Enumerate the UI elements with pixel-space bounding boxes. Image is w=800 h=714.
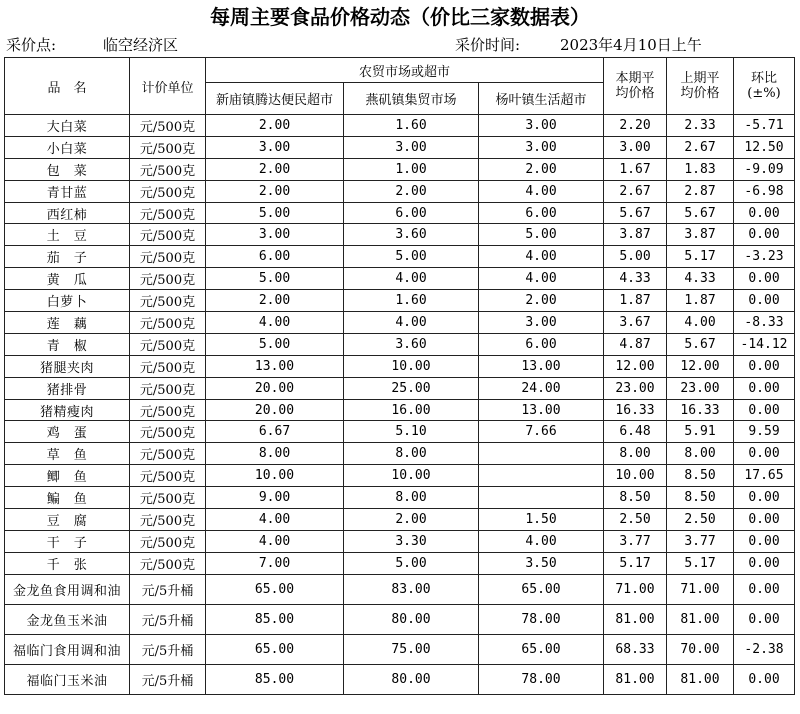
cell-current-avg: 10.00: [604, 465, 667, 487]
cell-name: 金龙鱼玉米油: [5, 604, 130, 634]
cell-market3-price: 4.00: [479, 246, 604, 268]
cell-market1-price: 6.00: [206, 246, 344, 268]
cell-market1-price: 85.00: [206, 604, 344, 634]
cell-current-avg: 68.33: [604, 635, 667, 665]
cell-name: 鲫 鱼: [5, 465, 130, 487]
header-unit: 计价单位: [130, 58, 206, 115]
cell-market2-price: 3.60: [344, 333, 479, 355]
cell-name: 干 子: [5, 530, 130, 552]
table-row: [5, 312, 795, 334]
cell-name: 豆 腐: [5, 509, 130, 531]
cell-market3-price: 5.00: [479, 224, 604, 246]
cell-current-avg: 5.17: [604, 552, 667, 574]
cell-previous-avg: 1.87: [667, 290, 734, 312]
cell-market3-price: [479, 443, 604, 465]
cell-name: 包 菜: [5, 158, 130, 180]
cell-name: 青甘蓝: [5, 180, 130, 202]
cell-unit: 元/500克: [130, 509, 206, 531]
cell-current-avg: 2.50: [604, 509, 667, 531]
cell-market3-price: 1.50: [479, 509, 604, 531]
cell-unit: 元/500克: [130, 224, 206, 246]
cell-current-avg: 2.67: [604, 180, 667, 202]
cell-market3-price: 2.00: [479, 290, 604, 312]
cell-market1-price: 3.00: [206, 136, 344, 158]
table-row: [5, 377, 795, 399]
cell-change-pct: 0.00: [734, 530, 795, 552]
cell-current-avg: 4.33: [604, 268, 667, 290]
table-row: [5, 399, 795, 421]
cell-market1-price: 4.00: [206, 530, 344, 552]
cell-current-avg: 3.77: [604, 530, 667, 552]
cell-market1-price: 2.00: [206, 180, 344, 202]
cell-current-avg: 71.00: [604, 574, 667, 604]
cell-name: 草 鱼: [5, 443, 130, 465]
table-row: [5, 158, 795, 180]
cell-current-avg: 16.33: [604, 399, 667, 421]
time-value: 2023年4月10日上午: [560, 36, 702, 54]
header-market2: 燕矶镇集贸市场: [344, 83, 479, 115]
cell-unit: 元/500克: [130, 202, 206, 224]
table-row: [5, 202, 795, 224]
table-row: [5, 355, 795, 377]
cell-name: 茄 子: [5, 246, 130, 268]
cell-unit: 元/500克: [130, 136, 206, 158]
cell-current-avg: 81.00: [604, 665, 667, 695]
cell-previous-avg: 5.17: [667, 246, 734, 268]
cell-current-avg: 1.67: [604, 158, 667, 180]
table-row: [5, 246, 795, 268]
cell-unit: 元/500克: [130, 333, 206, 355]
cell-name: 金龙鱼食用调和油: [5, 574, 130, 604]
cell-previous-avg: 81.00: [667, 604, 734, 634]
cell-current-avg: 2.20: [604, 115, 667, 137]
cell-market3-price: 7.66: [479, 421, 604, 443]
cell-market2-price: 6.00: [344, 202, 479, 224]
cell-market2-price: 83.00: [344, 574, 479, 604]
cell-name: 土 豆: [5, 224, 130, 246]
header-previous-avg: [667, 58, 734, 115]
cell-change-pct: -3.23: [734, 246, 795, 268]
cell-market2-price: 1.60: [344, 290, 479, 312]
cell-name: 青 椒: [5, 333, 130, 355]
table-row: [5, 509, 795, 531]
cell-market2-price: 25.00: [344, 377, 479, 399]
cell-previous-avg: 1.83: [667, 158, 734, 180]
cell-change-pct: 0.00: [734, 665, 795, 695]
cell-market2-price: 1.00: [344, 158, 479, 180]
table-row: [5, 290, 795, 312]
header-market-group: 农贸市场或超市: [206, 58, 604, 83]
header-market1: 新庙镇腾达便民超市: [206, 83, 344, 115]
cell-name: 鸡 蛋: [5, 421, 130, 443]
cell-name: 福临门食用调和油: [5, 635, 130, 665]
cell-name: 千 张: [5, 552, 130, 574]
table-row: [5, 487, 795, 509]
cell-market2-price: 75.00: [344, 635, 479, 665]
cell-previous-avg: 5.91: [667, 421, 734, 443]
cell-change-pct: 0.00: [734, 377, 795, 399]
table-row: [5, 574, 795, 604]
cell-change-pct: 0.00: [734, 509, 795, 531]
cell-change-pct: 0.00: [734, 290, 795, 312]
cell-name: 鳊 鱼: [5, 487, 130, 509]
table-row: [5, 465, 795, 487]
cell-unit: 元/500克: [130, 115, 206, 137]
cell-current-avg: 1.87: [604, 290, 667, 312]
header-change: [734, 58, 795, 115]
cell-market1-price: 20.00: [206, 377, 344, 399]
cell-unit: 元/500克: [130, 552, 206, 574]
cell-unit: 元/500克: [130, 246, 206, 268]
cell-market3-price: 78.00: [479, 665, 604, 695]
cell-change-pct: 0.00: [734, 574, 795, 604]
cell-previous-avg: 23.00: [667, 377, 734, 399]
cell-current-avg: 3.67: [604, 312, 667, 334]
table-row: [5, 115, 795, 137]
cell-previous-avg: 8.50: [667, 487, 734, 509]
cell-previous-avg: 2.67: [667, 136, 734, 158]
cell-market2-price: 80.00: [344, 604, 479, 634]
cell-market2-price: 80.00: [344, 665, 479, 695]
table-row: [5, 224, 795, 246]
cell-market2-price: 3.00: [344, 136, 479, 158]
cell-market2-price: 3.30: [344, 530, 479, 552]
cell-market3-price: 24.00: [479, 377, 604, 399]
cell-market2-price: 4.00: [344, 268, 479, 290]
cell-market1-price: 13.00: [206, 355, 344, 377]
cell-current-avg: 6.48: [604, 421, 667, 443]
cell-previous-avg: 81.00: [667, 665, 734, 695]
cell-market3-price: 65.00: [479, 574, 604, 604]
cell-market3-price: 3.00: [479, 136, 604, 158]
cell-change-pct: 0.00: [734, 355, 795, 377]
cell-change-pct: 0.00: [734, 202, 795, 224]
table-row: [5, 443, 795, 465]
cell-market2-price: 5.10: [344, 421, 479, 443]
cell-change-pct: 0.00: [734, 268, 795, 290]
cell-unit: 元/500克: [130, 290, 206, 312]
cell-current-avg: 8.50: [604, 487, 667, 509]
cell-current-avg: 3.00: [604, 136, 667, 158]
cell-name: 猪排骨: [5, 377, 130, 399]
price-table: [4, 57, 795, 695]
cell-current-avg: 5.00: [604, 246, 667, 268]
cell-market1-price: 65.00: [206, 635, 344, 665]
cell-market3-price: 65.00: [479, 635, 604, 665]
cell-name: 福临门玉米油: [5, 665, 130, 695]
table-row: [5, 635, 795, 665]
cell-current-avg: 12.00: [604, 355, 667, 377]
cell-market1-price: 65.00: [206, 574, 344, 604]
cell-market3-price: 13.00: [479, 355, 604, 377]
cell-market1-price: 7.00: [206, 552, 344, 574]
cell-previous-avg: 12.00: [667, 355, 734, 377]
cell-current-avg: 4.87: [604, 333, 667, 355]
cell-change-pct: -8.33: [734, 312, 795, 334]
cell-current-avg: 81.00: [604, 604, 667, 634]
cell-market1-price: 4.00: [206, 312, 344, 334]
cell-name: 大白菜: [5, 115, 130, 137]
cell-name: 白萝卜: [5, 290, 130, 312]
cell-previous-avg: 5.67: [667, 333, 734, 355]
cell-market1-price: 5.00: [206, 202, 344, 224]
cell-unit: 元/500克: [130, 443, 206, 465]
table-row: [5, 604, 795, 634]
cell-previous-avg: 2.50: [667, 509, 734, 531]
cell-market2-price: 5.00: [344, 552, 479, 574]
cell-change-pct: 0.00: [734, 552, 795, 574]
cell-market2-price: 2.00: [344, 509, 479, 531]
cell-market1-price: 2.00: [206, 290, 344, 312]
table-row: [5, 552, 795, 574]
cell-market2-price: 10.00: [344, 465, 479, 487]
cell-unit: 元/5升桶: [130, 574, 206, 604]
header-current-avg: [604, 58, 667, 115]
cell-change-pct: 12.50: [734, 136, 795, 158]
cell-unit: 元/5升桶: [130, 604, 206, 634]
cell-change-pct: 0.00: [734, 399, 795, 421]
cell-market3-price: 6.00: [479, 202, 604, 224]
cell-change-pct: 0.00: [734, 487, 795, 509]
cell-current-avg: 8.00: [604, 443, 667, 465]
cell-market3-price: 2.00: [479, 158, 604, 180]
table-row: [5, 333, 795, 355]
cell-market2-price: 3.60: [344, 224, 479, 246]
cell-previous-avg: 2.87: [667, 180, 734, 202]
cell-market3-price: 4.00: [479, 530, 604, 552]
table-row: [5, 268, 795, 290]
header-market3: 杨叶镇生活超市: [479, 83, 604, 115]
cell-change-pct: -9.09: [734, 158, 795, 180]
cell-market1-price: 5.00: [206, 268, 344, 290]
cell-market2-price: 10.00: [344, 355, 479, 377]
cell-unit: 元/500克: [130, 421, 206, 443]
cell-change-pct: 9.59: [734, 421, 795, 443]
location-label: 采价点:: [6, 36, 57, 54]
cell-change-pct: -6.98: [734, 180, 795, 202]
cell-market3-price: 3.00: [479, 312, 604, 334]
cell-market2-price: 16.00: [344, 399, 479, 421]
cell-previous-avg: 71.00: [667, 574, 734, 604]
cell-market3-price: [479, 487, 604, 509]
header-previous-avg-text: 上期平均价格: [680, 71, 720, 101]
time-label: 采价时间:: [455, 36, 521, 54]
cell-name: 猪腿夹肉: [5, 355, 130, 377]
cell-previous-avg: 3.77: [667, 530, 734, 552]
cell-change-pct: -14.12: [734, 333, 795, 355]
cell-market1-price: 85.00: [206, 665, 344, 695]
cell-market3-price: 13.00: [479, 399, 604, 421]
cell-market3-price: 3.00: [479, 115, 604, 137]
cell-previous-avg: 8.00: [667, 443, 734, 465]
cell-name: 黄 瓜: [5, 268, 130, 290]
cell-unit: 元/500克: [130, 312, 206, 334]
cell-previous-avg: 3.87: [667, 224, 734, 246]
cell-change-pct: 0.00: [734, 443, 795, 465]
cell-market1-price: 6.67: [206, 421, 344, 443]
cell-market3-price: 4.00: [479, 180, 604, 202]
cell-name: 猪精瘦肉: [5, 399, 130, 421]
cell-market1-price: 9.00: [206, 487, 344, 509]
cell-unit: 元/5升桶: [130, 635, 206, 665]
cell-market1-price: 20.00: [206, 399, 344, 421]
cell-market2-price: 5.00: [344, 246, 479, 268]
cell-market3-price: 78.00: [479, 604, 604, 634]
cell-market1-price: 5.00: [206, 333, 344, 355]
cell-previous-avg: 5.67: [667, 202, 734, 224]
cell-name: 小白菜: [5, 136, 130, 158]
cell-market2-price: 1.60: [344, 115, 479, 137]
cell-change-pct: 0.00: [734, 604, 795, 634]
cell-unit: 元/500克: [130, 377, 206, 399]
cell-current-avg: 5.67: [604, 202, 667, 224]
cell-market1-price: 10.00: [206, 465, 344, 487]
table-row: [5, 421, 795, 443]
cell-current-avg: 23.00: [604, 377, 667, 399]
table-row: [5, 530, 795, 552]
cell-change-pct: 0.00: [734, 224, 795, 246]
cell-market1-price: 2.00: [206, 115, 344, 137]
cell-unit: 元/500克: [130, 465, 206, 487]
cell-previous-avg: 8.50: [667, 465, 734, 487]
cell-market3-price: [479, 465, 604, 487]
cell-change-pct: -5.71: [734, 115, 795, 137]
header-current-avg-text: 本期平均价格: [615, 71, 655, 101]
cell-market3-price: 4.00: [479, 268, 604, 290]
cell-name: 莲 藕: [5, 312, 130, 334]
cell-unit: 元/500克: [130, 399, 206, 421]
cell-current-avg: 3.87: [604, 224, 667, 246]
cell-market2-price: 8.00: [344, 443, 479, 465]
cell-previous-avg: 5.17: [667, 552, 734, 574]
header-name: 品 名: [5, 58, 130, 115]
cell-previous-avg: 16.33: [667, 399, 734, 421]
cell-previous-avg: 4.33: [667, 268, 734, 290]
header-change-text: 环比(±%): [747, 71, 781, 101]
cell-previous-avg: 4.00: [667, 312, 734, 334]
cell-market2-price: 4.00: [344, 312, 479, 334]
cell-market2-price: 2.00: [344, 180, 479, 202]
cell-market3-price: 6.00: [479, 333, 604, 355]
cell-unit: 元/500克: [130, 530, 206, 552]
page-title: 每周主要食品价格动态（价比三家数据表）: [210, 5, 590, 29]
cell-market3-price: 3.50: [479, 552, 604, 574]
table-row: [5, 136, 795, 158]
cell-unit: 元/500克: [130, 355, 206, 377]
cell-unit: 元/500克: [130, 180, 206, 202]
cell-previous-avg: 70.00: [667, 635, 734, 665]
cell-unit: 元/500克: [130, 487, 206, 509]
table-row: [5, 665, 795, 695]
cell-market1-price: 2.00: [206, 158, 344, 180]
cell-previous-avg: 2.33: [667, 115, 734, 137]
cell-market2-price: 8.00: [344, 487, 479, 509]
cell-unit: 元/500克: [130, 158, 206, 180]
cell-name: 西红柿: [5, 202, 130, 224]
cell-change-pct: -2.38: [734, 635, 795, 665]
cell-unit: 元/500克: [130, 268, 206, 290]
cell-unit: 元/5升桶: [130, 665, 206, 695]
location-value: 临空经济区: [103, 36, 179, 54]
table-row: [5, 180, 795, 202]
cell-change-pct: 17.65: [734, 465, 795, 487]
cell-market1-price: 4.00: [206, 509, 344, 531]
cell-market1-price: 3.00: [206, 224, 344, 246]
cell-market1-price: 8.00: [206, 443, 344, 465]
